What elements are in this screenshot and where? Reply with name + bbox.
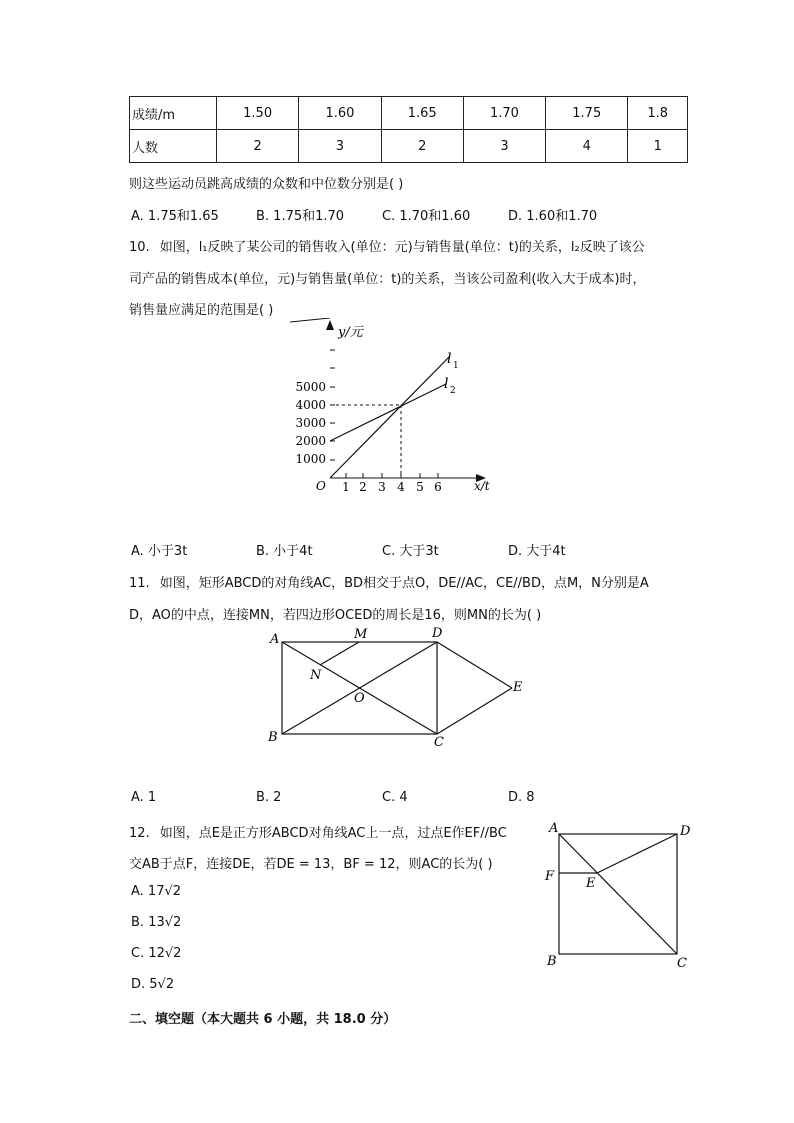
segment-ce xyxy=(437,688,512,734)
q12-line2: 交AB于点F，连接DE，若DE = 13，BF = 12，则AC的长为( ) xyxy=(129,857,493,872)
table-cell: 3 xyxy=(463,130,545,163)
y-axis xyxy=(290,318,330,322)
q10-number: 10. xyxy=(129,240,150,255)
table-cell: 1.75 xyxy=(546,97,628,130)
x-tick-label: 1 xyxy=(342,480,350,494)
q10-graph xyxy=(290,318,510,498)
label-a: A xyxy=(549,821,559,836)
q9-option-c: C. 1.70和1.60 xyxy=(382,209,471,224)
label-b: B xyxy=(547,954,557,969)
q10-text: 如图，l₁反映了某公司的销售收入(单位：元)与销售量(单位：t)的关系，l₂反映了该公 xyxy=(159,240,645,255)
label-c: C xyxy=(677,956,687,971)
section-heading: 二、填空题（本大题共 6 小题，共 18.0 分） xyxy=(129,1012,397,1027)
q12-figure xyxy=(540,820,700,975)
q11-text: 如图，矩形ABCD的对角线AC，BD相交于点O，DE//AC，CE//BD，点M，N分别是A xyxy=(159,576,649,591)
q9-stem: 则这些运动员跳高成绩的众数和中位数分别是( ) xyxy=(129,177,404,192)
label-e: E xyxy=(586,876,596,891)
y-axis-arrow-icon xyxy=(326,320,334,330)
q9-option-a: A. 1.75和1.65 xyxy=(131,209,219,224)
q11-number: 11. xyxy=(129,576,150,591)
table-cell: 4 xyxy=(546,130,628,163)
line-l1 xyxy=(330,356,450,478)
y-tick-label: 3000 xyxy=(295,416,326,430)
q11-option-a: A. 1 xyxy=(131,790,157,805)
q12-line1 xyxy=(129,822,507,841)
q11-option-c: C. 4 xyxy=(382,790,408,805)
q11-line1 xyxy=(129,572,649,591)
segment-de xyxy=(597,834,677,873)
q12-option-a: A. 17√2 xyxy=(131,884,182,899)
q10-line1 xyxy=(129,236,645,255)
label-d: D xyxy=(680,824,691,839)
table-cell: 1.50 xyxy=(217,97,299,130)
label-o: O xyxy=(354,691,365,706)
origin-label: O xyxy=(316,479,326,493)
label-d: D xyxy=(432,626,443,641)
segment-mn xyxy=(320,642,359,665)
q10-option-b: B. 小于4t xyxy=(256,544,313,559)
label-a: A xyxy=(270,632,280,647)
l1-subscript: 1 xyxy=(453,361,459,371)
x-tick-label: 5 xyxy=(416,480,424,494)
segment-de xyxy=(437,642,512,688)
table-cell: 1.65 xyxy=(381,97,463,130)
y-tick-label: 2000 xyxy=(295,434,326,448)
q9-option-b: B. 1.75和1.70 xyxy=(256,209,345,224)
label-n: N xyxy=(310,668,322,683)
l2-label: l xyxy=(444,376,449,392)
table-row-label: 成绩/m xyxy=(130,97,217,130)
label-c: C xyxy=(434,735,444,750)
q12-option-c: C. 12√2 xyxy=(131,946,182,961)
q10-option-d: D. 大于4t xyxy=(508,544,566,559)
q10-line3: 销售量应满足的范围是( ) xyxy=(129,303,274,318)
y-axis-label: y/元 xyxy=(338,325,363,340)
table-cell: 1.70 xyxy=(463,97,545,130)
label-f: F xyxy=(545,869,555,884)
table-cell: 2 xyxy=(217,130,299,163)
table-cell: 1 xyxy=(628,130,688,163)
label-b: B xyxy=(268,730,278,745)
q11-option-b: B. 2 xyxy=(256,790,282,805)
l1-label: l xyxy=(447,351,452,367)
x-tick-label: 4 xyxy=(397,480,405,494)
table-cell: 2 xyxy=(381,130,463,163)
y-tick-label: 1000 xyxy=(295,452,326,466)
y-tick-label: 5000 xyxy=(295,380,326,394)
x-axis-label: x/t xyxy=(474,479,490,493)
q10-option-c: C. 大于3t xyxy=(382,544,439,559)
q10-option-a: A. 小于3t xyxy=(131,544,188,559)
table-row xyxy=(130,97,688,130)
q11-option-d: D. 8 xyxy=(508,790,535,805)
x-tick-label: 2 xyxy=(359,480,367,494)
q11-figure xyxy=(260,624,540,754)
table-row xyxy=(130,130,688,163)
y-tick-label: 4000 xyxy=(295,398,326,412)
q9-option-d: D. 1.60和1.70 xyxy=(508,209,598,224)
q12-number: 12. xyxy=(129,826,150,841)
label-e: E xyxy=(513,680,523,695)
q11-line2: D，AO的中点，连接MN，若四边形OCED的周长是16，则MN的长为( ) xyxy=(129,608,542,623)
table-row-label: 人数 xyxy=(130,130,217,163)
q12-option-d: D. 5√2 xyxy=(131,977,175,992)
q10-line2: 司产品的销售成本(单位，元)与销售量(单位：t)的关系，当该公司盈利(收入大于成本)时， xyxy=(129,272,646,287)
table-cell: 1.8 xyxy=(628,97,688,130)
line-l2 xyxy=(330,384,446,441)
score-table xyxy=(129,96,688,163)
x-tick-label: 3 xyxy=(378,480,386,494)
table-cell: 3 xyxy=(299,130,381,163)
q12-option-b: B. 13√2 xyxy=(131,915,182,930)
diagonal-ac xyxy=(559,834,677,954)
l2-subscript: 2 xyxy=(450,386,456,396)
q12-text: 如图，点E是正方形ABCD对角线AC上一点，过点E作EF//BC xyxy=(159,826,507,841)
table-cell: 1.60 xyxy=(299,97,381,130)
label-m: M xyxy=(354,627,368,642)
x-tick-label: 6 xyxy=(434,480,442,494)
